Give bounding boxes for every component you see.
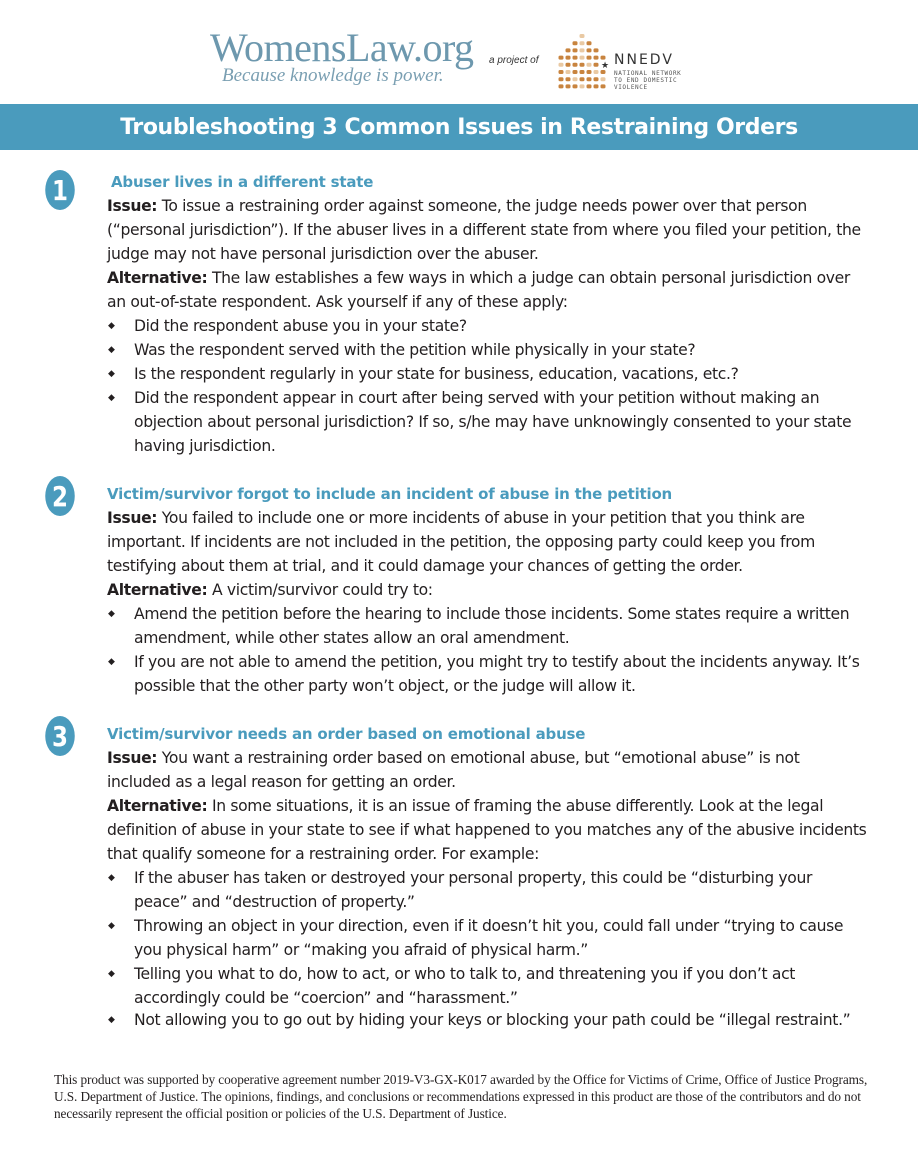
alternative-text: A victim/survivor could try to: xyxy=(211,581,433,599)
bullet-list xyxy=(107,314,867,458)
house-dot xyxy=(566,63,571,67)
issue-text: You want a restraining order based on emotional abuse, but “emotional abuse” is not included as a legal reason for getting an order. xyxy=(107,749,800,791)
house-dot xyxy=(594,70,599,74)
house-dot xyxy=(580,77,585,81)
house-dot xyxy=(587,63,592,67)
house-dot xyxy=(573,48,578,52)
alternative-paragraph xyxy=(107,578,867,602)
house-dot xyxy=(573,63,578,67)
issue-paragraph xyxy=(107,194,867,266)
house-dot xyxy=(580,41,585,45)
issue-text: To issue a restraining order against someone, the judge needs power over that person (“personal jurisdiction”). If the abuser lives in a different state from where you filed your petition, the judge may not have personal jurisdiction over the abuser. xyxy=(107,197,861,263)
diamond-bullet-icon: ◆ xyxy=(108,657,115,667)
number-badge-1: 1 xyxy=(45,170,75,210)
house-dot xyxy=(580,34,585,38)
list-item: ◆ Throwing an object in your direction, even if it doesn’t hit you, could fall under “trying to cause you physical harm” or “making you afraid of physical harm.” xyxy=(107,914,867,962)
brand-tagline: Because knowledge is power. xyxy=(222,65,444,86)
house-dot xyxy=(573,41,578,45)
house-dot xyxy=(573,77,578,81)
house-dot xyxy=(594,84,599,88)
diamond-bullet-icon: ◆ xyxy=(108,393,115,403)
issue-text: You failed to include one or more incidents of abuse in your petition that you think are important. If incidents are not included in the petition, the opposing party could keep you from testifying about them at trial, and it could damage your chances of getting the order. xyxy=(107,509,815,575)
list-item: ◆ Did the respondent abuse you in your state? xyxy=(107,314,867,338)
alternative-label: Alternative: xyxy=(107,581,208,599)
house-dot xyxy=(580,70,585,74)
issue-label: Issue: xyxy=(107,197,158,215)
diamond-bullet-icon: ◆ xyxy=(108,873,115,883)
alternative-label: Alternative: xyxy=(107,797,208,815)
house-dot xyxy=(566,77,571,81)
issue-label: Issue: xyxy=(107,509,158,527)
number-badge-2: 2 xyxy=(45,476,75,516)
section-title: Victim/survivor needs an order based on emotional abuse xyxy=(107,725,586,743)
alternative-text: In some situations, it is an issue of framing the abuse differently. Look at the legal definition of abuse in your state to see if what happened to you matches any of the abusive incidents that qualify someone for a restraining order. For example: xyxy=(107,797,867,863)
alternative-label: Alternative: xyxy=(107,269,208,287)
star-icon: ★ xyxy=(601,61,610,71)
funding-disclaimer: This product was supported by cooperative agreement number 2019-V3-GX-K017 awarded by the Office for Victims of Crime, Office of Justice Programs, U.S. Department of Justice. The opinions, findings, and conclusions or recommendations expressed in this product are those of the contributors and do not necessarily represent the official position or policies of the U.S. Department of Justice. xyxy=(54,1072,868,1121)
page-title: Troubleshooting 3 Common Issues in Restraining Orders xyxy=(120,114,798,140)
house-dot xyxy=(559,77,564,81)
house-dot xyxy=(573,56,578,60)
house-dot xyxy=(566,70,571,74)
section-title: Abuser lives in a different state xyxy=(111,173,374,191)
house-dot xyxy=(587,77,592,81)
alternative-paragraph xyxy=(107,794,867,866)
diamond-bullet-icon: ◆ xyxy=(108,345,115,355)
house-dot xyxy=(573,84,578,88)
house-dot xyxy=(559,84,564,88)
womenslaw-logo[interactable] xyxy=(210,25,474,86)
house-dot xyxy=(594,48,599,52)
house-dot xyxy=(594,77,599,81)
diamond-bullet-icon: ◆ xyxy=(108,609,115,619)
house-dot xyxy=(566,56,571,60)
number-badge-3: 3 xyxy=(45,716,75,756)
issue-paragraph xyxy=(107,506,867,578)
house-dots-icon xyxy=(552,30,612,92)
page-header xyxy=(0,0,918,103)
project-of-label: a project of xyxy=(489,55,539,66)
house-dot xyxy=(587,70,592,74)
list-item: ◆ Amend the petition before the hearing to include those incidents. Some states require a written amendment, while other states allow an oral amendment. xyxy=(107,602,867,650)
house-dot xyxy=(580,48,585,52)
brand-name: WomensLaw.org xyxy=(210,25,474,70)
list-item: ◆ Not allowing you to go out by hiding your keys or blocking your path could be “illegal restraint.” xyxy=(108,1011,851,1029)
diamond-bullet-icon: ◆ xyxy=(108,369,115,379)
diamond-bullet-icon: ◆ xyxy=(108,969,115,979)
list-item: ◆ Telling you what to do, how to act, or who to talk to, and threatening you if you don’t act accordingly could be “coercion” and “harassment.” xyxy=(107,962,867,1010)
house-dot xyxy=(601,77,606,81)
house-dot xyxy=(580,84,585,88)
partner-subtitle: NATIONAL NETWORK TO END DOMESTIC VIOLENCE xyxy=(614,70,682,91)
list-item: ◆ If you are not able to amend the petition, you might try to testify about the incidents anyway. It’s possible that the other party won’t object, or the judge will allow it. xyxy=(107,650,867,698)
section-title: Victim/survivor forgot to include an incident of abuse in the petition xyxy=(107,485,673,503)
house-dot xyxy=(559,56,564,60)
title-banner xyxy=(0,104,918,150)
bullet-list xyxy=(107,866,867,1030)
alternative-text: The law establishes a few ways in which a judge can obtain personal jurisdiction over an out-of-state respondent. Ask yourself if any of these apply: xyxy=(107,269,850,311)
list-item: ◆ If the abuser has taken or destroyed your personal property, this could be “disturbing your peace” and “destruction of property.” xyxy=(107,866,867,914)
partner-name: NNEDV xyxy=(614,52,674,68)
house-dot xyxy=(559,70,564,74)
house-dot xyxy=(587,56,592,60)
house-dot xyxy=(587,41,592,45)
house-dot xyxy=(594,56,599,60)
house-dot xyxy=(587,48,592,52)
list-item: ◆ Did the respondent appear in court after being served with your petition without making an objection about personal jurisdiction? If so, s/he may have unknowingly consented to your state having jurisdiction. xyxy=(107,386,867,458)
house-dot xyxy=(594,63,599,67)
list-item: ◆ Was the respondent served with the petition while physically in your state? xyxy=(107,338,867,362)
house-dot xyxy=(587,84,592,88)
house-dot xyxy=(580,56,585,60)
house-dot xyxy=(566,48,571,52)
house-dot xyxy=(573,70,578,74)
house-dot xyxy=(566,84,571,88)
diamond-bullet-icon: ◆ xyxy=(108,321,115,331)
issue-paragraph xyxy=(107,746,867,794)
alternative-paragraph xyxy=(107,266,867,314)
bullet-list xyxy=(107,602,867,698)
nnedv-logo[interactable] xyxy=(552,30,712,92)
diamond-bullet-icon: ◆ xyxy=(108,921,115,931)
house-dot xyxy=(559,63,564,67)
issue-label: Issue: xyxy=(107,749,158,767)
house-dot xyxy=(580,63,585,67)
list-item: ◆ Is the respondent regularly in your state for business, education, vacations, etc.? xyxy=(107,362,867,386)
house-dot xyxy=(601,56,606,60)
diamond-bullet-icon: ◆ xyxy=(108,1015,115,1025)
house-dot xyxy=(601,84,606,88)
